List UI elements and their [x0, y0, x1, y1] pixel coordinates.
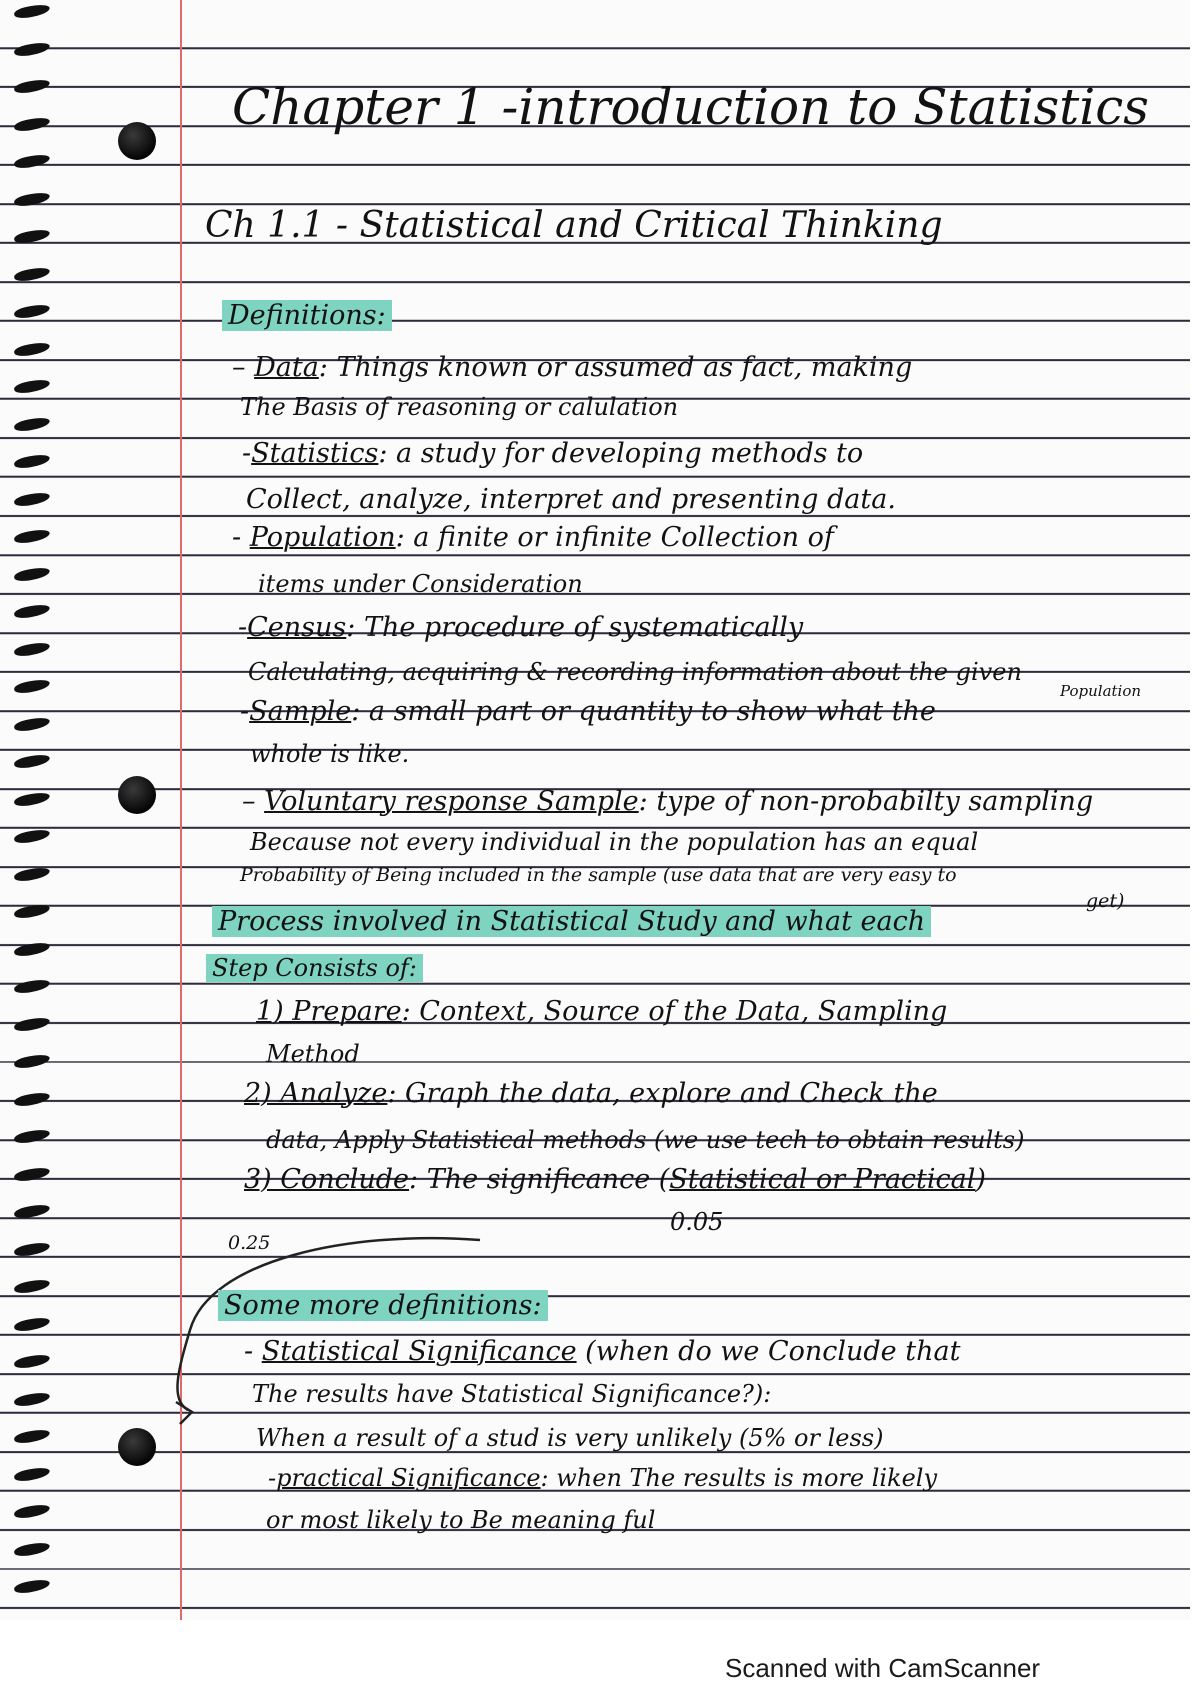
- spiral-coil: [13, 79, 50, 95]
- spiral-coil: [13, 829, 50, 845]
- spiral-coil: [13, 1091, 50, 1107]
- spiral-coil: [13, 266, 50, 282]
- statistical-significance-definition: - Statistical Significance (when do we Conclude that: [244, 1336, 961, 1367]
- step3-term: 3) Conclude: [244, 1164, 410, 1195]
- spiral-coil: [13, 154, 50, 170]
- spiral-coil: [13, 1541, 50, 1557]
- spiral-coil: [13, 454, 50, 470]
- spiral-coil: [13, 116, 50, 132]
- data-term: Data: [254, 352, 319, 383]
- spiral-coil: [13, 41, 50, 57]
- voluntary-term: Voluntary response Sample: [264, 786, 639, 817]
- stat-sig-def: (when do we Conclude that: [576, 1336, 961, 1367]
- voluntary-definition-line2: Because not every individual in the population has an equal: [250, 828, 979, 856]
- population-definition: - Population: a finite or infinite Collection of: [232, 522, 834, 553]
- spiral-coil: [13, 1279, 50, 1295]
- definitions-heading: [222, 300, 392, 331]
- step1-term: 1) Prepare: [256, 996, 402, 1027]
- voluntary-definition: – Voluntary response Sample: type of non-probabilty sampling: [242, 786, 1094, 817]
- spiral-coil: [13, 379, 50, 395]
- voluntary-definition-line4: get): [1086, 890, 1125, 912]
- census-term: Census: [247, 612, 347, 643]
- section-title: Ch 1.1 - Statistical and Critical Thinking: [205, 205, 943, 246]
- step3-def: : The significance (: [409, 1164, 670, 1195]
- voluntary-definition-line3: Probability of Being included in the sample (use data that are very easy to: [240, 864, 957, 886]
- spiral-coil: [13, 904, 50, 920]
- spiral-coil: [13, 341, 50, 357]
- process-heading: [212, 906, 931, 937]
- step3-conclude: [244, 1164, 986, 1195]
- census-definition: -Census: The procedure of systematically: [238, 612, 804, 643]
- spiral-binding: [14, 0, 54, 1620]
- spiral-coil: [13, 491, 50, 507]
- practical-significance-definition: -practical Significance: when The results is more likely: [268, 1464, 938, 1492]
- step1-prepare-line2: Method: [266, 1040, 360, 1068]
- population-def: : a finite or infinite Collection of: [395, 522, 834, 553]
- statistical-significance-line3: When a result of a stud is very unlikely (5% or less): [256, 1424, 884, 1452]
- census-definition-line3: Population: [1060, 682, 1142, 700]
- step3-paren: Statistical or Practical: [669, 1164, 976, 1195]
- process-heading-line2: [206, 954, 423, 982]
- more-definitions-heading-text: Some more definitions:: [218, 1290, 548, 1321]
- spiral-coil: [13, 566, 50, 582]
- spiral-coil: [13, 979, 50, 995]
- data-def: : Things known or assumed as fact, making: [318, 352, 913, 383]
- step1-def: : Context, Source of the Data, Sampling: [401, 996, 948, 1027]
- data-definition: – Data: Things known or assumed as fact, making: [232, 352, 913, 383]
- spiral-coil: [13, 1129, 50, 1145]
- punch-hole-middle: [118, 776, 156, 814]
- step1-prepare: [256, 996, 947, 1027]
- spiral-coil: [13, 1016, 50, 1032]
- statistics-def: : a study for developing methods to: [378, 438, 864, 469]
- voluntary-def: : type of non-probabilty sampling: [638, 786, 1094, 817]
- spiral-coil: [13, 1241, 50, 1257]
- spiral-coil: [13, 604, 50, 620]
- spiral-coil: [13, 1354, 50, 1370]
- step2-term: 2) Analyze: [244, 1078, 388, 1109]
- step3-close: ): [975, 1164, 986, 1195]
- definitions-heading-text: Definitions:: [222, 300, 392, 331]
- spiral-coil: [13, 304, 50, 320]
- spiral-coil: [13, 791, 50, 807]
- spiral-coil: [13, 1466, 50, 1482]
- spiral-coil: [13, 641, 50, 657]
- step2-analyze-line2: data, Apply Statistical methods (we use tech to obtain results): [266, 1126, 1025, 1154]
- sample-term: Sample: [249, 696, 352, 727]
- practical-significance-line2: or most likely to Be meaning ful: [266, 1506, 656, 1534]
- sample-def: : a small part or quantity to show what the: [351, 696, 936, 727]
- spiral-coil: [13, 1166, 50, 1182]
- process-heading-line2-text: Step Consists of:: [206, 954, 423, 982]
- spiral-coil: [13, 529, 50, 545]
- punch-hole-top: [118, 122, 156, 160]
- spiral-coil: [13, 1429, 50, 1445]
- scanner-watermark: Scanned with CamScanner: [725, 1653, 1041, 1683]
- spiral-coil: [13, 716, 50, 732]
- statistical-significance-line2: The results have Statistical Significance?):: [252, 1380, 772, 1408]
- sample-definition: -Sample: a small part or quantity to show what the: [240, 696, 936, 727]
- spiral-coil: [13, 229, 50, 245]
- statistics-term: Statistics: [251, 438, 379, 469]
- census-definition-line2: Calculating, acquiring & recording information about the given: [248, 658, 1022, 686]
- step2-analyze: [244, 1078, 938, 1109]
- spiral-coil: [13, 941, 50, 957]
- more-definitions-heading: [218, 1290, 548, 1321]
- spiral-coil: [13, 754, 50, 770]
- spiral-coil: [13, 1391, 50, 1407]
- prac-sig-term: practical Significance: [276, 1464, 541, 1492]
- spiral-coil: [13, 679, 50, 695]
- stat-sig-term: Statistical Significance: [261, 1336, 577, 1367]
- spiral-coil: [13, 191, 50, 207]
- sample-definition-line2: whole is like.: [250, 740, 410, 768]
- population-definition-line2: items under Consideration: [258, 570, 583, 598]
- step2-def: : Graph the data, explore and Check the: [387, 1078, 938, 1109]
- spiral-coil: [13, 1579, 50, 1595]
- statistics-definition: -Statistics: a study for developing methods to: [242, 438, 864, 469]
- spiral-coil: [13, 1054, 50, 1070]
- scribble-left: 0.25: [228, 1232, 271, 1254]
- spiral-coil: [13, 866, 50, 882]
- spiral-coil: [13, 1204, 50, 1220]
- prac-sig-def: : when The results is more likely: [540, 1464, 938, 1492]
- spiral-coil: [13, 4, 50, 20]
- spiral-coil: [13, 1316, 50, 1332]
- scribble-right: 0.05: [670, 1208, 724, 1236]
- chapter-title: Chapter 1 -introduction to Statistics: [232, 78, 1149, 136]
- census-def: : The procedure of systematically: [346, 612, 804, 643]
- statistics-definition-line2: Collect, analyze, interpret and presenting data.: [246, 484, 896, 515]
- data-definition-line2: The Basis of reasoning or calulation: [240, 393, 679, 421]
- process-heading-text: Process involved in Statistical Study and what each: [212, 906, 931, 937]
- population-term: Population: [249, 522, 396, 553]
- spiral-coil: [13, 416, 50, 432]
- spiral-coil: [13, 1504, 50, 1520]
